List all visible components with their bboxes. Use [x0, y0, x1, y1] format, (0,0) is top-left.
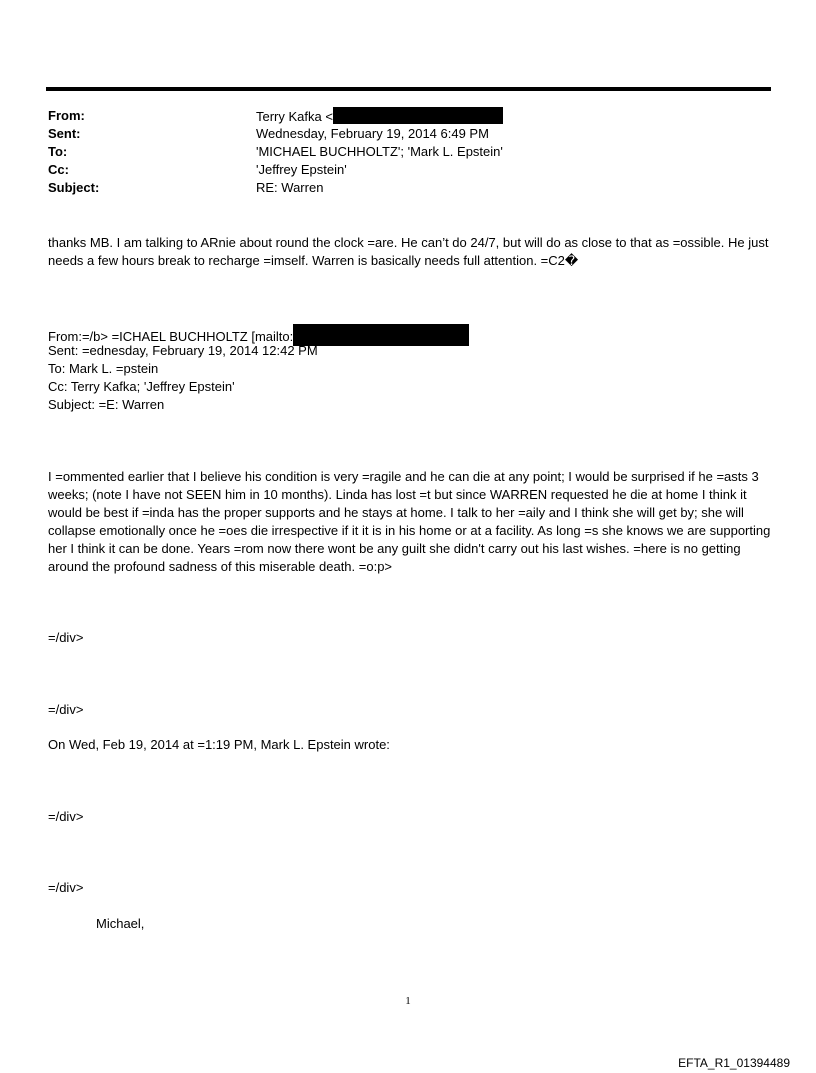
from-value: [256, 107, 503, 126]
quoted-cc: Cc: Terry Kafka; 'Jeffrey Epstein': [48, 379, 235, 394]
cc-value: 'Jeffrey Epstein': [256, 162, 347, 177]
sent-value: Wednesday, February 19, 2014 6:49 PM: [256, 126, 489, 141]
from-name: Terry Kafka <: [256, 109, 333, 124]
div-close-line: =/div>: [48, 880, 84, 895]
subject-label: Subject:: [48, 180, 100, 195]
quoted-to: To: Mark L. =pstein: [48, 361, 159, 376]
subject-value: RE: Warren: [256, 180, 324, 195]
quoted-subject: Subject: =E: Warren: [48, 397, 165, 412]
quoted-text: I =ommented earlier that I believe his condition is very =ragile and he can die at any point; I would be surprised if he =asts 3 weeks; (note I have not SEEN him in 10 months). Linda has lost =t but since WARREN requested he die at home I think it would be best if =inda has the proper supports and he stays at home. I talk to her =aily and I think she will get by; she will collapse emotionally once he =oes die irrespective if it it is in his home or at a facility. As long =s she knows we are supporting her I think it can be done. Years =rom now there wont be any guilt she didn't carry out his last wishes. =here is no getting around the profound sadness of this miserable death. =o:p>: [48, 469, 771, 574]
header-rule: [46, 87, 771, 91]
div-close-line: =/div>: [48, 809, 84, 824]
cc-label: Cc:: [48, 162, 69, 177]
page-number: 1: [405, 995, 411, 1007]
quoted-from-text: From:=/b> =ICHAEL BUCHHOLTZ [mailto:: [48, 329, 294, 344]
to-value: 'MICHAEL BUCHHOLTZ'; 'Mark L. Epstein': [256, 144, 503, 159]
redaction-box: [293, 324, 469, 346]
div-close-line: =/div>: [48, 702, 84, 717]
quoted-sent: Sent: =ednesday, February 19, 2014 12:42 PM: [48, 343, 318, 358]
to-label: To:: [48, 144, 68, 159]
document-id: EFTA_R1_01394489: [678, 1056, 790, 1070]
on-wrote-line: On Wed, Feb 19, 2014 at =1:19 PM, Mark L. Epstein wrote:: [48, 737, 390, 752]
sent-label: Sent:: [48, 126, 81, 141]
from-label: From:: [48, 108, 85, 123]
reply-text: thanks MB. I am talking to ARnie about round the clock =are. He can’t do 24/7, but will do as close to that as =ossible. He just needs a few hours break to recharge =imself. Warren is basically needs full attention. =C2�: [48, 235, 769, 268]
greeting: Michael,: [96, 916, 145, 931]
div-close-line: =/div>: [48, 630, 84, 645]
redaction-box: [333, 107, 503, 124]
